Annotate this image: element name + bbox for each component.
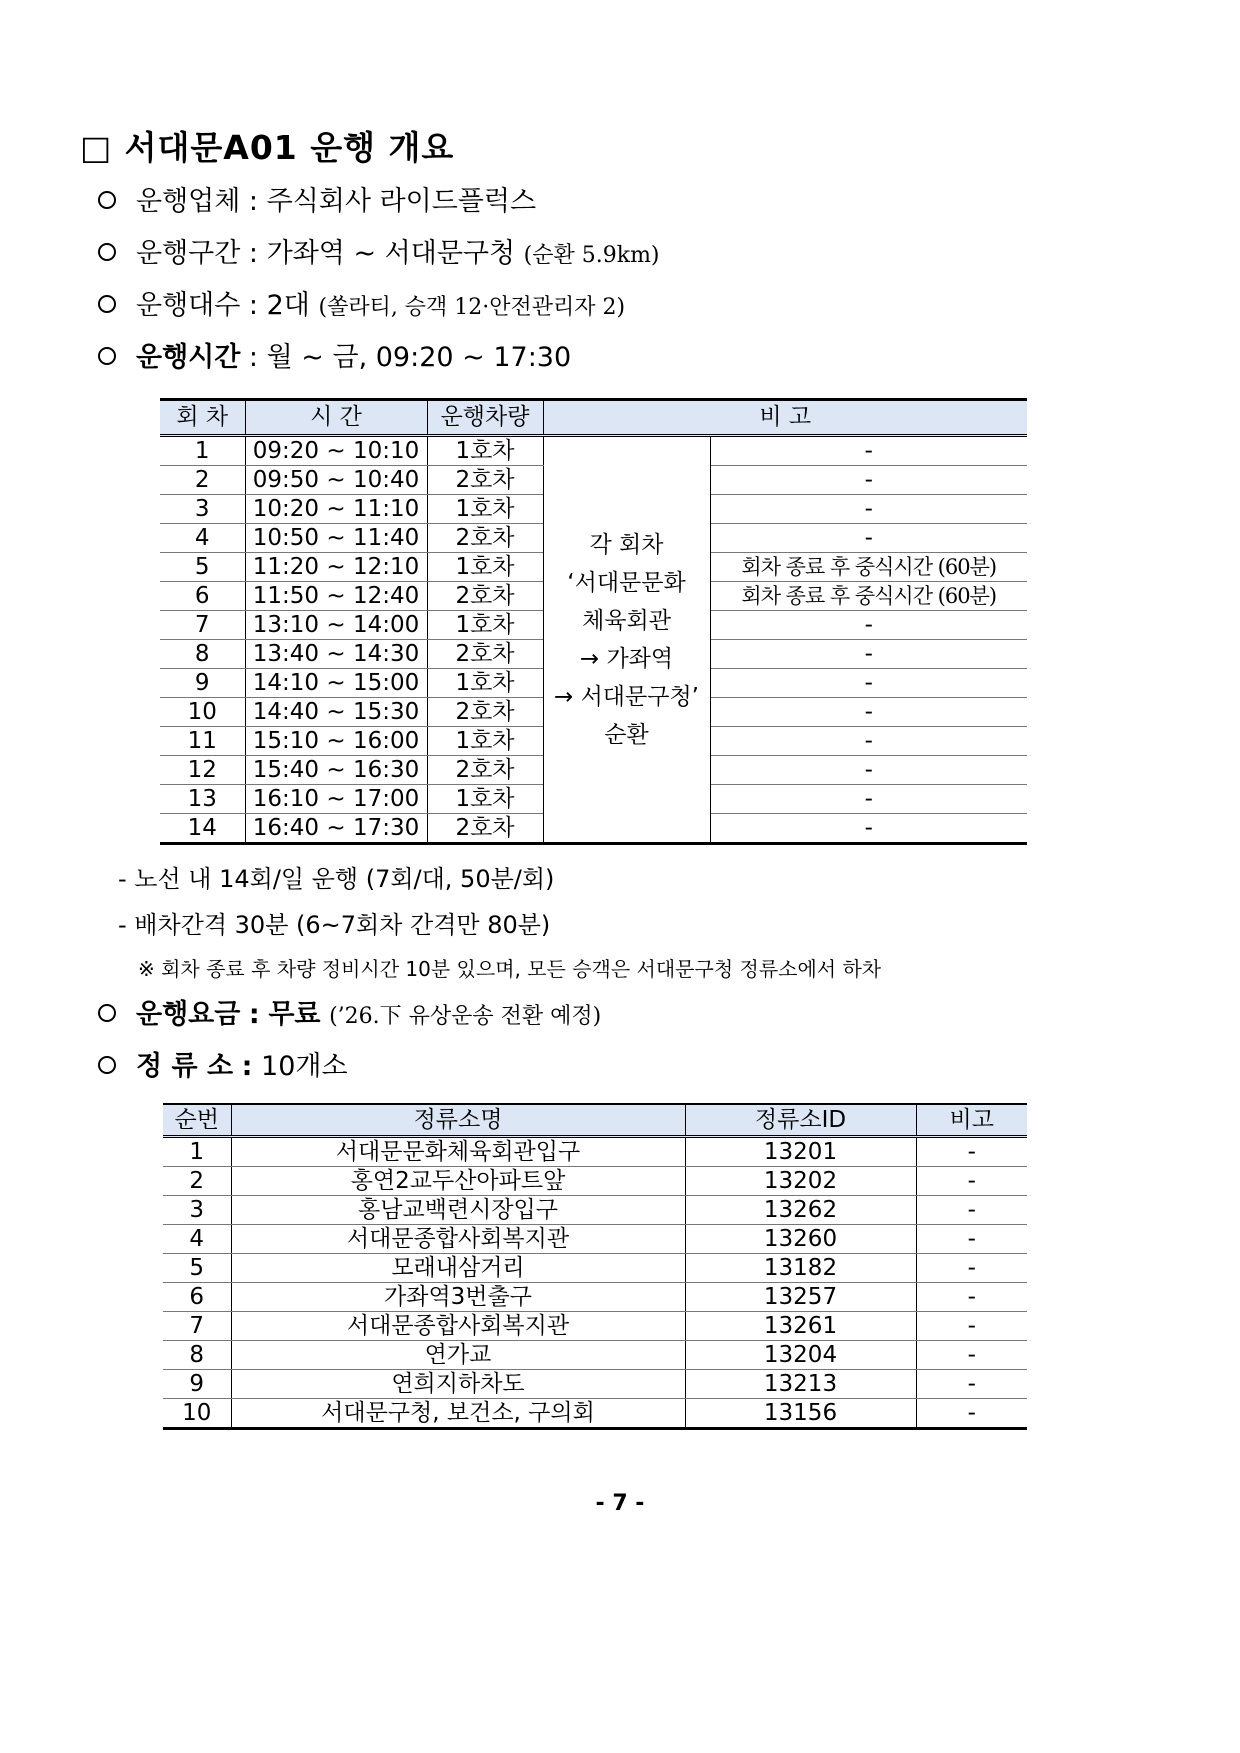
header-order: 순번 (163, 1104, 231, 1137)
trip-note: - (710, 466, 1027, 495)
page-title: □ 서대문A01 운행 개요 (80, 128, 455, 167)
stop-order: 4 (163, 1225, 231, 1254)
header-trip: 회 차 (160, 400, 245, 436)
trip-vehicle: 1호차 (427, 669, 543, 698)
trip-vehicle: 1호차 (427, 785, 543, 814)
trip-no: 3 (160, 495, 245, 524)
trip-no: 13 (160, 785, 245, 814)
trip-note: 회차 종료 후 중식시간 (60분) (710, 553, 1027, 582)
stop-id: 13213 (685, 1370, 916, 1399)
stop-note: - (916, 1254, 1027, 1283)
stop-note: - (916, 1137, 1027, 1167)
circle-bullet-icon (98, 191, 116, 209)
stop-id: 13156 (685, 1399, 916, 1429)
stop-order: 5 (163, 1254, 231, 1283)
stop-order: 8 (163, 1341, 231, 1370)
table-row (163, 1254, 1027, 1283)
trip-time: 11:20 ~ 12:10 (245, 553, 427, 582)
stop-note: - (916, 1341, 1027, 1370)
trip-no: 10 (160, 698, 245, 727)
trip-vehicle: 2호차 (427, 756, 543, 785)
stop-note: - (916, 1225, 1027, 1254)
stop-note: - (916, 1312, 1027, 1341)
table-row (163, 1225, 1027, 1254)
route-note: 각 회차 ‘서대문문화 체육회관 → 가좌역 → 서대문구청’ 순환 (543, 436, 710, 844)
header-stop-name: 정류소명 (231, 1104, 685, 1137)
header-stop-note: 비고 (916, 1104, 1027, 1137)
table-row (163, 1399, 1027, 1429)
trip-vehicle: 2호차 (427, 582, 543, 611)
circle-bullet-icon (98, 1004, 116, 1022)
overview-item: 운행대수 : 2대 (쏠라티, 승객 12·안전관리자 2) (98, 288, 1240, 326)
stop-note: - (916, 1167, 1027, 1196)
stop-name: 서대문종합사회복지관 (231, 1225, 685, 1254)
trip-vehicle: 1호차 (427, 436, 543, 466)
trip-note: - (710, 785, 1027, 814)
fare-line: 운행요금 : 무료 (’26.下 유상운송 전환 예정) (98, 997, 1240, 1035)
stop-id: 13202 (685, 1167, 916, 1196)
trip-no: 1 (160, 436, 245, 466)
stop-name: 서대문구청, 보건소, 구의회 (231, 1399, 685, 1429)
trip-note: - (710, 495, 1027, 524)
trip-vehicle: 2호차 (427, 640, 543, 669)
stop-order: 2 (163, 1167, 231, 1196)
table-row (163, 1370, 1027, 1399)
circle-bullet-icon (98, 1056, 116, 1074)
trip-vehicle: 1호차 (427, 495, 543, 524)
trip-note: - (710, 814, 1027, 844)
trip-no: 9 (160, 669, 245, 698)
trip-vehicle: 2호차 (427, 466, 543, 495)
table-row (163, 1167, 1027, 1196)
stop-note: - (916, 1283, 1027, 1312)
trip-note: - (710, 727, 1027, 756)
trip-no: 11 (160, 727, 245, 756)
trip-no: 5 (160, 553, 245, 582)
stop-order: 7 (163, 1312, 231, 1341)
trip-time: 13:40 ~ 14:30 (245, 640, 427, 669)
trip-time: 10:20 ~ 11:10 (245, 495, 427, 524)
stop-note: - (916, 1196, 1027, 1225)
trip-note: - (710, 436, 1027, 466)
stop-order: 9 (163, 1370, 231, 1399)
header-note: 비 고 (543, 400, 1027, 436)
stops-table (163, 1103, 1027, 1430)
stop-name: 모래내삼거리 (231, 1254, 685, 1283)
trip-vehicle: 2호차 (427, 814, 543, 844)
trip-time: 14:10 ~ 15:00 (245, 669, 427, 698)
schedule-table (160, 398, 1027, 845)
trip-note: 회차 종료 후 중식시간 (60분) (710, 582, 1027, 611)
table-row (163, 1196, 1027, 1225)
trip-time: 10:50 ~ 11:40 (245, 524, 427, 553)
trip-time: 15:40 ~ 16:30 (245, 756, 427, 785)
stop-name: 연가교 (231, 1341, 685, 1370)
trip-no: 2 (160, 466, 245, 495)
stop-name: 서대문종합사회복지관 (231, 1312, 685, 1341)
stop-id: 13260 (685, 1225, 916, 1254)
stop-order: 1 (163, 1137, 231, 1167)
trip-time: 16:40 ~ 17:30 (245, 814, 427, 844)
trip-note: - (710, 756, 1027, 785)
table-row (163, 1137, 1027, 1167)
stop-id: 13261 (685, 1312, 916, 1341)
page-number: - 7 - (595, 1491, 645, 1516)
trip-vehicle: 2호차 (427, 698, 543, 727)
trip-vehicle: 1호차 (427, 553, 543, 582)
stop-id: 13201 (685, 1137, 916, 1167)
stop-name: 연희지하차도 (231, 1370, 685, 1399)
circle-bullet-icon (98, 243, 116, 261)
stop-name: 서대문문화체육회관입구 (231, 1137, 685, 1167)
trip-time: 16:10 ~ 17:00 (245, 785, 427, 814)
trip-note: - (710, 669, 1027, 698)
table-row (163, 1283, 1027, 1312)
trip-no: 8 (160, 640, 245, 669)
trip-note: - (710, 611, 1027, 640)
trip-time: 14:40 ~ 15:30 (245, 698, 427, 727)
trip-time: 15:10 ~ 16:00 (245, 727, 427, 756)
stop-order: 6 (163, 1283, 231, 1312)
stop-id: 13182 (685, 1254, 916, 1283)
trip-no: 14 (160, 814, 245, 844)
stop-order: 10 (163, 1399, 231, 1429)
overview-item: 운행업체 : 주식회사 라이드플럭스 (98, 184, 1240, 222)
trip-note: - (710, 524, 1027, 553)
stop-note: - (916, 1370, 1027, 1399)
note-interval: - 배차간격 30분 (6~7회차 간격만 80분) (118, 911, 551, 939)
table-row (163, 1312, 1027, 1341)
stop-order: 3 (163, 1196, 231, 1225)
trip-time: 11:50 ~ 12:40 (245, 582, 427, 611)
trip-time: 13:10 ~ 14:00 (245, 611, 427, 640)
header-time: 시 간 (245, 400, 427, 436)
stop-id: 13257 (685, 1283, 916, 1312)
trip-note: - (710, 698, 1027, 727)
circle-bullet-icon (98, 295, 116, 313)
header-vehicle: 운행차량 (427, 400, 543, 436)
header-stop-id: 정류소ID (685, 1104, 916, 1137)
stop-id: 13204 (685, 1341, 916, 1370)
overview-list (0, 184, 1240, 378)
stop-note: - (916, 1399, 1027, 1429)
overview-item: 운행구간 : 가좌역 ~ 서대문구청 (순환 5.9km) (98, 236, 1240, 274)
table-row (160, 436, 1027, 466)
trip-note: - (710, 640, 1027, 669)
trip-no: 12 (160, 756, 245, 785)
note-maintenance: ※ 회차 종료 후 차량 정비시간 10분 있으며, 모든 승객은 서대문구청 정류소에서 하차 (138, 957, 882, 981)
trip-vehicle: 1호차 (427, 727, 543, 756)
stop-name: 홍남교백련시장입구 (231, 1196, 685, 1225)
circle-bullet-icon (98, 347, 116, 365)
stop-id: 13262 (685, 1196, 916, 1225)
stops-heading: 정 류 소 : 10개소 (98, 1049, 1240, 1085)
stop-name: 홍연2교두산아파트앞 (231, 1167, 685, 1196)
trip-time: 09:50 ~ 10:40 (245, 466, 427, 495)
trip-time: 09:20 ~ 10:10 (245, 436, 427, 466)
trip-no: 6 (160, 582, 245, 611)
stop-name: 가좌역3번출구 (231, 1283, 685, 1312)
trip-vehicle: 2호차 (427, 524, 543, 553)
note-trips: - 노선 내 14회/일 운행 (7회/대, 50분/회) (118, 865, 555, 893)
overview-item: 운행시간 : 월 ~ 금, 09:20 ~ 17:30 (98, 340, 1240, 378)
trip-vehicle: 1호차 (427, 611, 543, 640)
table-row (163, 1341, 1027, 1370)
trip-no: 4 (160, 524, 245, 553)
trip-no: 7 (160, 611, 245, 640)
